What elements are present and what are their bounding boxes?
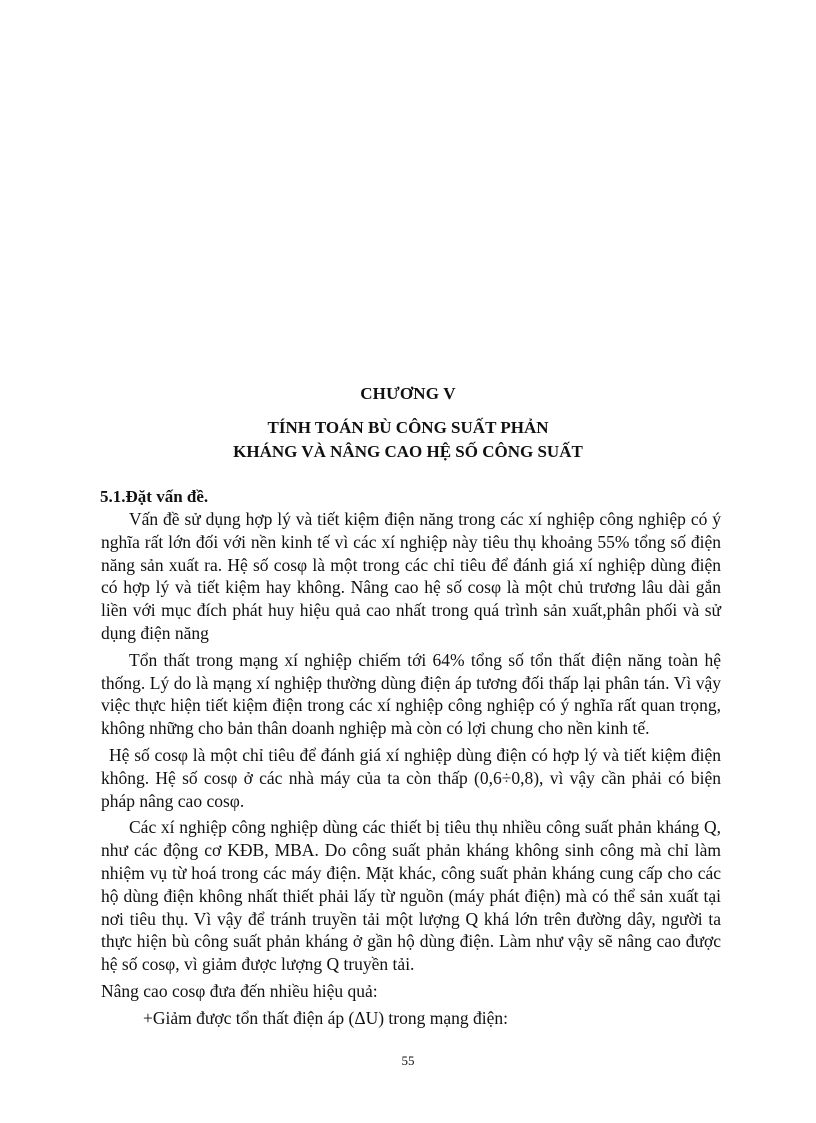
paragraph: Các xí nghiệp công nghiệp dùng các thiết bị tiêu thụ nhiều công suất phản kháng Q, như các động cơ KĐB, MBA. Do công suất phản kháng không sinh công mà chỉ làm nhiệm vụ từ hoá trong các máy điện. Mặt khác, công suất phản kháng cung cấp cho các hộ dùng điện không nhất thiết phải lấy từ nguồn (máy phát điện) mà có thể sản xuất tại nơi tiêu thụ. Vì vậy để tránh truyền tải một lượng Q khá lớn trên đường dây, người ta thực hiện bù công suất phản kháng ở gần hộ dùng điện. Làm như vậy sẽ nâng cao được hệ số cosφ, vì giảm được lượng Q truyền tải. [101,817,721,975]
chapter-title-line: KHÁNG VÀ NÂNG CAO HỆ SỐ CÔNG SUẤT [233,442,583,461]
paragraph: +Giảm được tổn thất điện áp (ΔU) trong mạng điện: [143,1007,508,1028]
paragraph: Nâng cao cosφ đưa đến nhiều hiệu quả: [101,980,378,1001]
body-text [101,508,721,1034]
chapter-title-line: TÍNH TOÁN BÙ CÔNG SUẤT PHẢN [267,418,549,437]
paragraph: Hệ số cosφ là một chỉ tiêu để đánh giá xí nghiệp dùng điện có hợp lý và tiết kiệm điện không. Hệ số cosφ ở các nhà máy của ta còn thấp (0,6÷0,8), vì vậy cần phải có biện pháp nâng cao cosφ. [101,744,721,811]
chapter-title [0,416,816,464]
paragraph: Tổn thất trong mạng xí nghiệp chiếm tới 64% tổng số tổn thất điện năng toàn hệ thống. Lý do là mạng xí nghiệp thường dùng điện áp tương đối thấp lại phân tán. Vì vậy việc thực hiện tiết kiệm điện trong các xí nghiệp công nghiệp có ý nghĩa rất quan trọng, không những cho bản thân doanh nghiệp mà còn có lợi chung cho nền kinh tế. [101,649,721,739]
section-heading: 5.1.Đặt vấn đề. [100,487,209,506]
paragraph: Vấn đề sử dụng hợp lý và tiết kiệm điện năng trong các xí nghiệp công nghiệp có ý nghĩa rất lớn đối với nền kinh tế vì các xí nghiệp này tiêu thụ khoảng 55% tổng số điện năng sản xuất ra. Hệ số cosφ là một trong các chỉ tiêu để đánh giá xí nghiệp dùng điện có hợp lý và tiết kiệm hay không. Nâng cao hệ số cosφ là một chủ trương lâu dài gắn liền với mục đích phát huy hiệu quả cao nhất trong quá trình sản xuất,phân phối và sử dụng điện năng [101,509,721,643]
chapter-label: CHƯƠNG V [360,384,456,403]
page-number: 55 [401,1053,415,1068]
